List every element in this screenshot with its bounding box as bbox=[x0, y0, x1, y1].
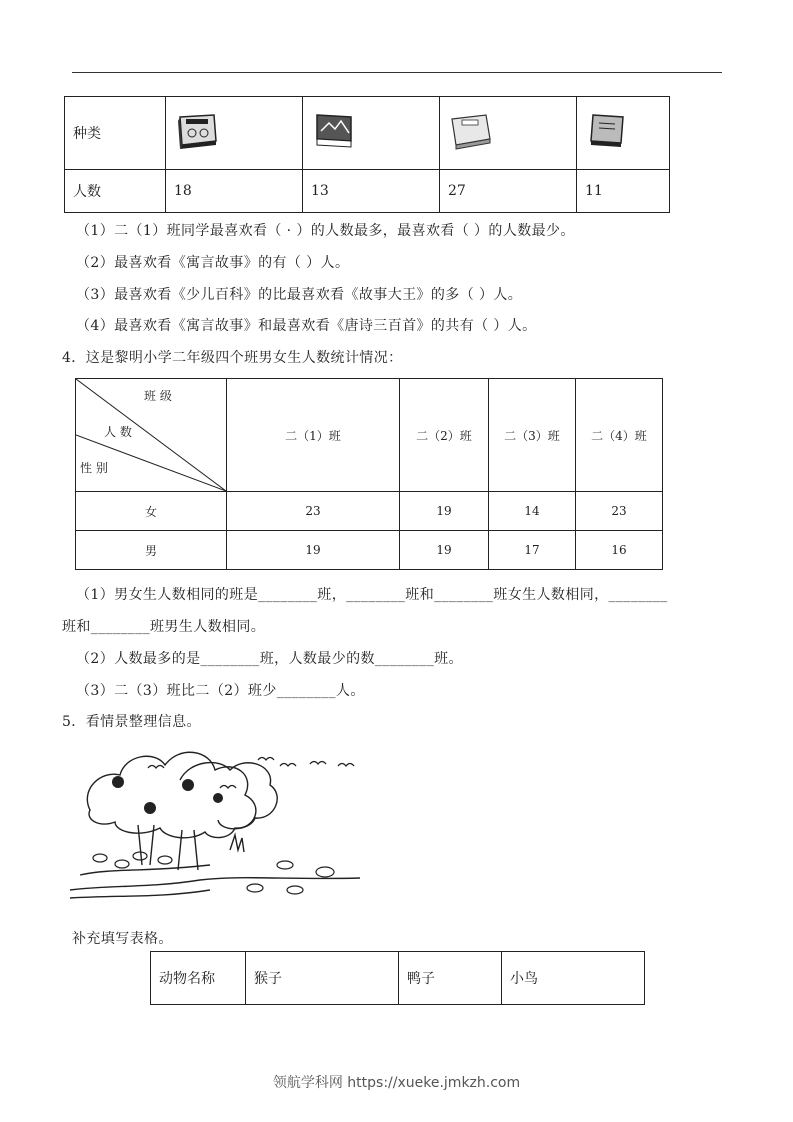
children-encyclopedia-book-icon bbox=[448, 111, 492, 151]
question-4-2: （2）人数最多的是________班，人数最少的数________班。 bbox=[76, 651, 463, 667]
question-4-title: 4．这是黎明小学二年级四个班男女生人数统计情况： bbox=[62, 350, 403, 366]
animal-cell-bird: 小鸟 bbox=[502, 952, 645, 1005]
value-cell: 19 bbox=[227, 531, 400, 570]
animal-table bbox=[150, 951, 645, 1005]
question-3-3: （3）最喜欢看《少儿百科》的比最喜欢看《故事大王》的多（ ）人。 bbox=[76, 287, 523, 303]
animal-cell-monkey: 猴子 bbox=[246, 952, 399, 1005]
count-cell: 13 bbox=[303, 170, 440, 213]
fable-stories-book-icon bbox=[311, 111, 355, 151]
value-cell: 14 bbox=[489, 492, 576, 531]
value-cell: 19 bbox=[400, 492, 489, 531]
row-label-count: 人数 bbox=[65, 170, 166, 213]
tang-poems-book-icon bbox=[585, 111, 629, 151]
diagonal-header-cell bbox=[76, 379, 227, 492]
value-cell: 17 bbox=[489, 531, 576, 570]
question-4-1a: （1）男女生人数相同的班是________班，________班和________班女生人数相同，________ bbox=[76, 587, 668, 603]
question-5-title: 5．看情景整理信息。 bbox=[62, 714, 201, 730]
diag-label-class: 班 级 bbox=[144, 389, 172, 403]
scene-illustration bbox=[70, 740, 370, 910]
question-4-3: （3）二（3）班比二（2）班少________人。 bbox=[76, 683, 365, 699]
class-header: 二（2）班 bbox=[400, 379, 489, 492]
header-rule bbox=[72, 72, 722, 73]
value-cell: 23 bbox=[227, 492, 400, 531]
count-cell: 27 bbox=[440, 170, 577, 213]
value-cell: 16 bbox=[576, 531, 663, 570]
class-gender-table bbox=[75, 378, 663, 570]
value-cell: 23 bbox=[576, 492, 663, 531]
count-cell: 11 bbox=[577, 170, 670, 213]
story-king-book-icon bbox=[174, 111, 218, 151]
footer-watermark: 领航学科网 https://xueke.jmkzh.com bbox=[272, 1075, 521, 1091]
class-header: 二（4）班 bbox=[576, 379, 663, 492]
question-3-1: （1）二（1）班同学最喜欢看（ · ）的人数最多，最喜欢看（ ）的人数最少。 bbox=[76, 223, 575, 239]
gender-label-female: 女 bbox=[76, 492, 227, 531]
diag-label-gender: 性 别 bbox=[80, 461, 108, 475]
class-header: 二（1）班 bbox=[227, 379, 400, 492]
class-header: 二（3）班 bbox=[489, 379, 576, 492]
value-cell: 19 bbox=[400, 531, 489, 570]
row-label-kind: 种类 bbox=[65, 97, 166, 170]
question-3-2: （2）最喜欢看《寓言故事》的有（ ）人。 bbox=[76, 255, 350, 271]
book-preference-table bbox=[64, 96, 670, 213]
fill-prompt: 补充填写表格。 bbox=[72, 931, 173, 947]
question-3-4: （4）最喜欢看《寓言故事》和最喜欢看《唐诗三百首》的共有（ ）人。 bbox=[76, 318, 537, 334]
question-4-1b: 班和________班男生人数相同。 bbox=[62, 619, 266, 635]
animal-cell-duck: 鸭子 bbox=[399, 952, 502, 1005]
gender-label-male: 男 bbox=[76, 531, 227, 570]
count-cell: 18 bbox=[166, 170, 303, 213]
animal-name-header: 动物名称 bbox=[151, 952, 246, 1005]
diag-label-count: 人 数 bbox=[104, 425, 132, 439]
